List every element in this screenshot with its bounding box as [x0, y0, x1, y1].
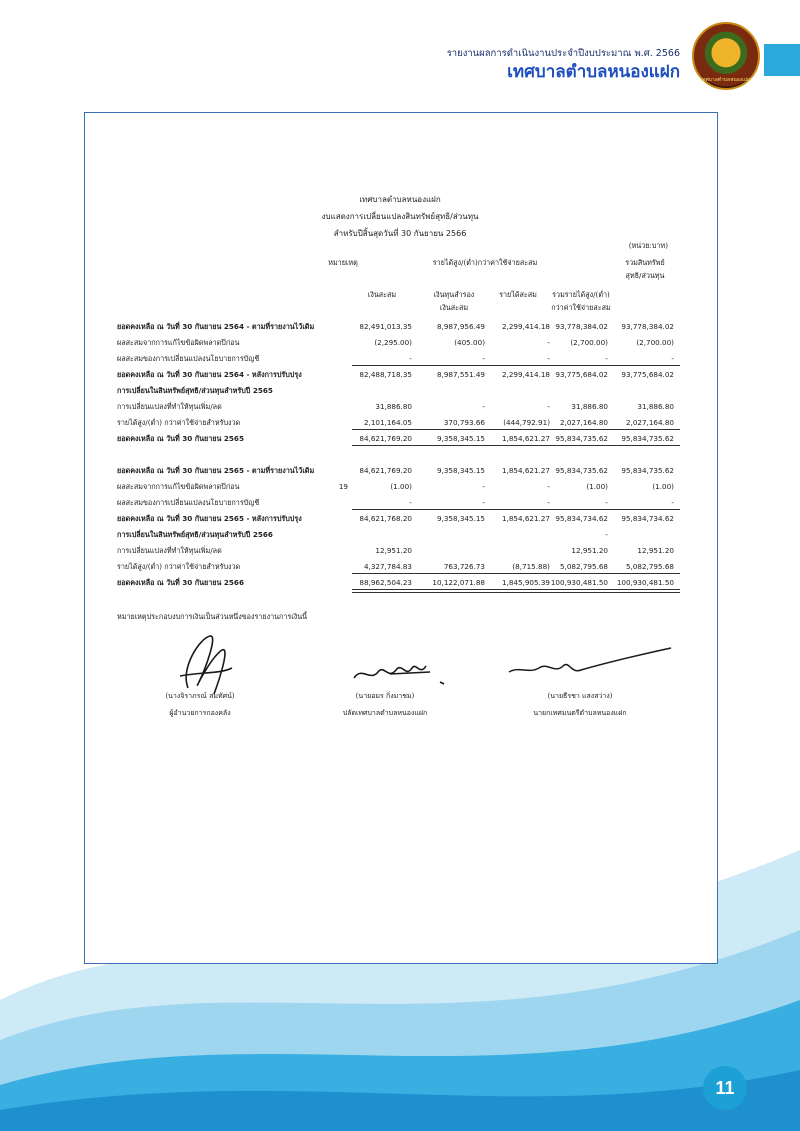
row-value-c4: 95,834,735.62: [555, 434, 608, 443]
row-label: ยอดคงเหลือ ณ วันที่ 30 กันยายน 2564 - ตามที่รายงานไว้เดิม: [117, 322, 315, 331]
row-label: ผลสะสมของการเปลี่ยนแปลงนโยบายการบัญชี: [117, 354, 260, 363]
row-value-c4: 31,886.80: [571, 402, 608, 411]
row-value-c4: -: [605, 354, 608, 363]
signature-name-3: (นายธีรชา แสงสว่าง): [547, 692, 613, 700]
header-total-a: รวมสินทรัพย์: [625, 258, 665, 267]
row-value-c3: 1,854,621.27: [501, 466, 550, 475]
row-value-c4: 5,082,795.68: [559, 562, 608, 571]
row-value-c1: (2,295.00): [374, 338, 412, 347]
seal-text: เทศบาลตำบลหนองแฝก: [700, 77, 752, 83]
table-rule: [352, 589, 680, 590]
row-label: รายได้สูง/(ต่ำ) กว่าค่าใช้จ่ายสำหรับงวด: [117, 418, 241, 427]
footnote: หมายเหตุประกอบงบการเงินเป็นส่วนหนึ่งของรายงานการเงินนี้: [117, 612, 308, 621]
row-value-c2: 370,793.66: [443, 418, 485, 427]
row-value-c5: 95,834,735.62: [621, 466, 674, 475]
row-label: ผลสะสมจากการแก้ไขข้อผิดพลาดปีก่อน: [117, 482, 240, 491]
statement-name: งบแสดงการเปลี่ยนแปลงสินทรัพย์สุทธิ/ส่วนทุน: [321, 212, 479, 221]
row-value-c2: 8,987,956.49: [436, 322, 485, 331]
row-value-c1: 12,951.20: [375, 546, 412, 555]
signature-title-1: ผู้อำนวยการกองคลัง: [169, 709, 231, 717]
row-value-c5: 93,778,384.02: [621, 322, 674, 331]
signature-title-2: ปลัดเทศบาลตำบลหนองแฝก: [342, 709, 428, 717]
row-value-c4: 93,778,384.02: [555, 322, 608, 331]
table-rule: [352, 509, 680, 510]
row-label: การเปลี่ยนในสินทรัพย์สุทธิ/ส่วนทุนสำหรับปี 2566: [117, 530, 273, 539]
row-value-c5: 31,886.80: [637, 402, 674, 411]
row-value-c1: 84,621,768.20: [359, 514, 412, 523]
organization-title: เทศบาลตำบลหนองแฝก: [507, 62, 680, 82]
row-value-c1: 31,886.80: [375, 402, 412, 411]
row-value-c5: -: [671, 354, 674, 363]
header-col-2a: เงินทุนสำรอง: [433, 290, 475, 299]
row-label: ยอดคงเหลือ ณ วันที่ 30 กันยายน 2564 - หลังการปรับปรุง: [117, 370, 302, 379]
header-total-b: สุทธิ/ส่วนทุน: [625, 271, 665, 280]
row-value-c3: -: [547, 482, 550, 491]
row-value-c3: 1,854,621.27: [501, 434, 550, 443]
table-rule: [352, 573, 680, 574]
row-value-c1: 2,101,164.05: [363, 418, 412, 427]
table-rule: [352, 429, 680, 430]
header-note: หมายเหตุ: [328, 258, 358, 267]
row-value-c5: -: [671, 498, 674, 507]
row-label: การเปลี่ยนแปลงที่ทำให้ทุนเพิ่ม/ลด: [117, 546, 222, 555]
row-value-c4: 95,834,735.62: [555, 466, 608, 475]
row-label: ยอดคงเหลือ ณ วันที่ 30 กันยายน 2565 - ตามที่รายงานไว้เดิม: [117, 466, 315, 475]
row-value-c2: 10,122,071.88: [432, 578, 485, 587]
row-value-c5: 5,082,795.68: [625, 562, 674, 571]
header-col-1: เงินสะสม: [367, 290, 397, 299]
row-label: ยอดคงเหลือ ณ วันที่ 30 กันยายน 2565: [117, 434, 244, 443]
row-value-c4: 2,027,164.80: [559, 418, 608, 427]
row-label: การเปลี่ยนแปลงที่ทำให้ทุนเพิ่ม/ลด: [117, 402, 222, 411]
row-value-c2: 9,358,345.15: [436, 466, 485, 475]
row-value-c1: 4,327,784.83: [363, 562, 412, 571]
header-accent-bar: [764, 44, 800, 76]
row-value-c3: 2,299,414.18: [501, 370, 550, 379]
row-value-c1: -: [409, 498, 412, 507]
signature-finance-director: [170, 628, 240, 700]
row-note: 19: [338, 482, 348, 491]
unit-label: (หน่วย:บาท): [628, 241, 668, 250]
signature-municipal-clerk: [350, 656, 450, 686]
row-value-c1: -: [409, 354, 412, 363]
page-number: 11: [703, 1066, 747, 1110]
row-value-c3: -: [547, 338, 550, 347]
row-value-c3: -: [547, 402, 550, 411]
row-value-c5: (2,700.00): [636, 338, 674, 347]
table-rule: [352, 592, 680, 593]
header-col-3: รายได้สะสม: [499, 290, 537, 299]
statement-period: สำหรับปีสิ้นสุดวันที่ 30 กันยายน 2566: [333, 229, 467, 238]
signature-name-1: (นางจิราภรณ์ สมทัศน์): [165, 692, 235, 700]
row-value-c4: 12,951.20: [571, 546, 608, 555]
row-value-c3: (8,715.88): [512, 562, 550, 571]
row-value-c2: 9,358,345.15: [436, 434, 485, 443]
header-col-4a: รวมรายได้สูง/(ต่ำ): [552, 290, 610, 299]
table-rule: [352, 365, 680, 366]
row-value-c2: -: [482, 482, 485, 491]
row-value-c1: 84,621,769.20: [359, 434, 412, 443]
signature-name-2: (นายอมร กิ่งมาชม): [355, 692, 415, 700]
row-value-c1: 82,491,013.35: [359, 322, 412, 331]
row-value-c3: 1,854,621.27: [501, 514, 550, 523]
row-label: รายได้สูง/(ต่ำ) กว่าค่าใช้จ่ายสำหรับงวด: [117, 562, 241, 571]
row-value-c3: 2,299,414.18: [501, 322, 550, 331]
row-value-c5: 95,834,735.62: [621, 434, 674, 443]
row-value-c4: 95,834,734.62: [555, 514, 608, 523]
row-value-c4: (2,700.00): [570, 338, 608, 347]
row-value-c3: 1,845,905.39: [501, 578, 550, 587]
row-value-c4: 93,775,684.02: [555, 370, 608, 379]
row-value-c5: 95,834,734.62: [621, 514, 674, 523]
header-col-4b: กว่าค่าใช้จ่ายสะสม: [551, 303, 611, 312]
row-value-c5: 100,930,481.50: [616, 578, 674, 587]
row-value-c4: -: [605, 498, 608, 507]
row-label: ยอดคงเหลือ ณ วันที่ 30 กันยายน 2566: [117, 578, 244, 587]
row-value-c4: (1.00): [586, 482, 608, 491]
row-value-c2: -: [482, 498, 485, 507]
municipality-seal-logo: [692, 22, 760, 90]
row-label: ผลสะสมจากการแก้ไขข้อผิดพลาดปีก่อน: [117, 338, 240, 347]
row-label: ผลสะสมของการเปลี่ยนแปลงนโยบายการบัญชี: [117, 498, 260, 507]
row-value-c2: -: [482, 402, 485, 411]
row-value-c2: -: [482, 354, 485, 363]
signature-mayor: [505, 644, 673, 680]
row-value-c2: 763,726.73: [443, 562, 485, 571]
row-value-c1: 88,962,504.23: [359, 578, 412, 587]
report-subtitle: รายงานผลการดำเนินงานประจำปีงบประมาณ พ.ศ. 2566: [446, 48, 680, 59]
header-group: รายได้สูง/(ต่ำ)กว่าค่าใช้จ่ายสะสม: [432, 258, 538, 267]
row-value-c1: (1.00): [390, 482, 412, 491]
row-value-c5: 93,775,684.02: [621, 370, 674, 379]
statement-org: เทศบาลตำบลหนองแฝก: [359, 195, 441, 204]
row-value-c1: 82,488,718.35: [359, 370, 412, 379]
row-value-c1: 84,621,769.20: [359, 466, 412, 475]
row-value-c4: 100,930,481.50: [550, 578, 608, 587]
row-label: การเปลี่ยนในสินทรัพย์สุทธิ/ส่วนทุนสำหรับปี 2565: [117, 386, 273, 395]
row-value-c5: 12,951.20: [637, 546, 674, 555]
row-value-c3: (444,792.91): [503, 418, 550, 427]
signature-title-3: นายกเทศมนตรีตำบลหนองแฝก: [533, 709, 627, 717]
row-value-c3: -: [547, 354, 550, 363]
row-label: ยอดคงเหลือ ณ วันที่ 30 กันยายน 2565 - หลังการปรับปรุง: [117, 514, 302, 523]
row-value-c4: -: [605, 530, 608, 539]
row-value-c2: (405.00): [454, 338, 485, 347]
row-value-c3: -: [547, 498, 550, 507]
row-value-c2: 8,987,551.49: [436, 370, 485, 379]
row-value-c5: (1.00): [652, 482, 674, 491]
table-rule: [352, 445, 680, 446]
row-value-c5: 2,027,164.80: [625, 418, 674, 427]
row-value-c2: 9,358,345.15: [436, 514, 485, 523]
header-col-2b: เงินสะสม: [439, 303, 469, 312]
